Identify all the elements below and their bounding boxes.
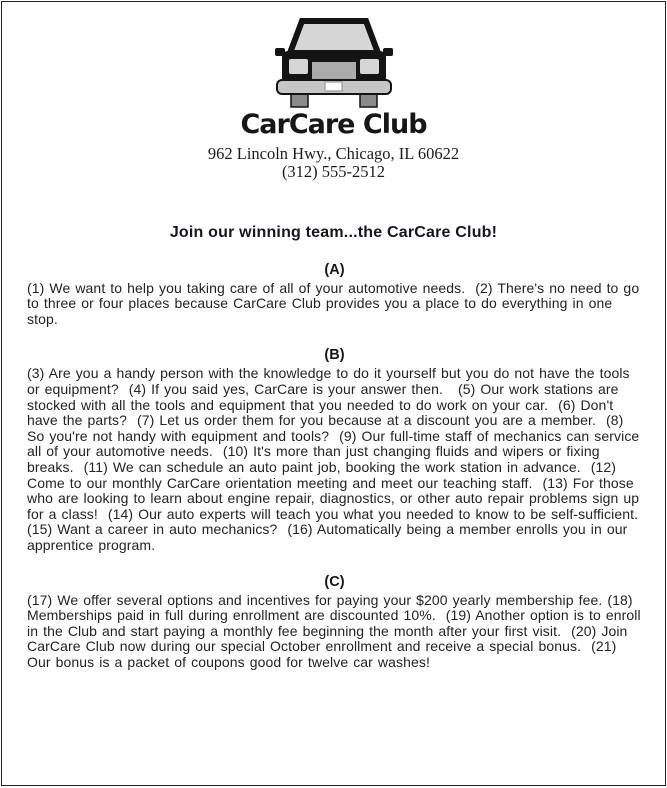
- brand-title: CarCare Club: [240, 109, 427, 140]
- section-a-text: (1) We want to help you taking care of all of your automotive needs. (2) There's no need to go to three or four places because CarCare Club provides you a place to do everything in one stop.: [27, 279, 645, 327]
- body-sections: [2, 262, 665, 671]
- flyer-page: [1, 1, 666, 786]
- masthead: [2, 2, 665, 182]
- phone-number: (312) 555-2512: [281, 162, 386, 182]
- section-b-text: (3) Are you a handy person with the knowledge to do it yourself but you do not have the tools or equipment? (4) If you said yes, CarCare is your answer then. (5) Our work stations are stocked with all the tools and equipment that you needed to do work on your car. (6) Don't have the parts? (7) Let us order them for you because at a discount you are a member. (8) So you're not handy with equipment and tools? (9) Our full-time staff of mechanics can service all of your automotive needs. (10) It's more than just changing fluids and wipers or fixing breaks. (11) We can schedule an auto paint job, booking the work station in advance. (12) Come to our monthly CarCare orientation meeting and meet our teaching staff. (13) For those who are looking to learn about engine repair, diagnostics, or other auto repair problems sign up for a class! (14) Our auto experts will teach you what you needed to know to be self-sufficient. (15) Want a career in auto mechanics? (16) Automatically being a member enrolls you in our apprentice program.: [27, 365, 649, 553]
- section-b-label: (B): [324, 347, 345, 364]
- car-front-icon: [2, 18, 665, 108]
- address-line: 962 Lincoln Hwy., Chicago, IL 60622: [207, 143, 460, 163]
- section-c-text: (17) We offer several options and incentives for paying your $200 yearly membership fee. (18) Memberships paid in full during enrollment are discounted 10%. (19) Another option is to enroll in the Club and start paying a monthly fee beginning the month after your first visit. (20) Join CarCare Club now during our special October enrollment and receive a special bonus. (21) Our bonus is a packet of coupons good for twelve car washes!: [27, 591, 646, 670]
- section-c-label: (C): [324, 573, 345, 590]
- headline: Join our winning team...the CarCare Club!: [169, 223, 498, 241]
- section-a: [27, 261, 645, 328]
- section-b: [27, 347, 649, 553]
- section-a-label: (A): [324, 261, 345, 278]
- section-c: [27, 573, 646, 671]
